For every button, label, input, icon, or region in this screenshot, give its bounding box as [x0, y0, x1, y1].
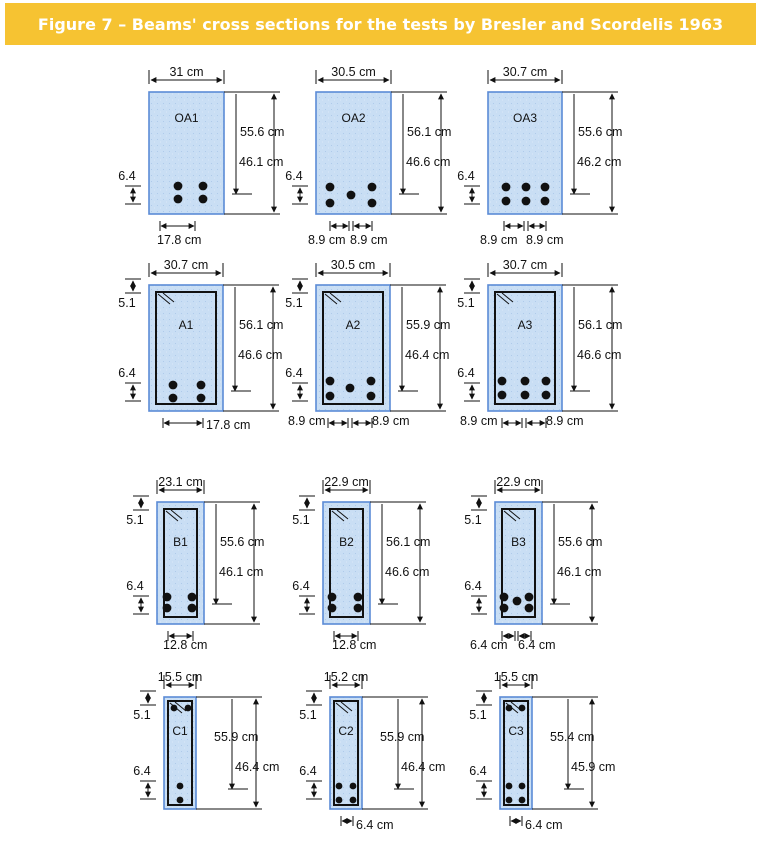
beam-section-oa3 [457, 65, 622, 247]
rebar [525, 593, 534, 602]
beam-name: B3 [511, 535, 526, 549]
rebar [519, 797, 526, 804]
rebar [502, 197, 511, 206]
width-label: 15.2 cm [323, 670, 369, 684]
beam-name: C3 [508, 724, 524, 738]
rebar [542, 391, 551, 400]
height-label: 56.1 cm [578, 318, 623, 332]
rebar [521, 377, 530, 386]
rebar [197, 394, 206, 403]
spacing-label: 17.8 cm [206, 418, 251, 432]
spacing-label: 6.4 cm [356, 818, 394, 832]
cover-label: 6.4 [133, 764, 151, 778]
beam-section-b1 [126, 475, 264, 652]
top-cover-label: 5.1 [457, 296, 475, 310]
rebar [519, 783, 526, 790]
depth-label: 46.4 cm [401, 760, 446, 774]
rebar [367, 377, 376, 386]
height-label: 55.9 cm [380, 730, 425, 744]
height-label: 55.6 cm [240, 125, 285, 139]
beam-section-c2 [299, 670, 445, 832]
width-label: 22.9 cm [496, 475, 541, 489]
depth-label: 46.4 cm [405, 348, 450, 362]
rebar [502, 183, 511, 192]
depth-label: 46.1 cm [239, 155, 284, 169]
width-label: 30.7 cm [502, 65, 548, 79]
beam-section-oa1 [118, 65, 284, 247]
beam-section-oa2 [285, 65, 451, 247]
height-label: 55.6 cm [578, 125, 623, 139]
rebar [188, 604, 197, 613]
rebar [326, 392, 335, 401]
height-label: 55.6 cm [220, 535, 265, 549]
rebar [513, 597, 522, 606]
beam-section-a3 [457, 258, 622, 428]
beam-name: C1 [172, 724, 188, 738]
beam-name: OA2 [341, 111, 366, 125]
spacing-label: 8.9 cm [460, 414, 498, 428]
rebar [522, 183, 531, 192]
beam-section-b3 [464, 475, 602, 652]
rebar [174, 182, 183, 191]
rebar [336, 783, 343, 790]
rebar [177, 797, 184, 804]
cover-label: 6.4 [464, 579, 482, 593]
depth-label: 46.1 cm [557, 565, 602, 579]
spacing-label: 12.8 cm [332, 638, 377, 652]
rebar [197, 381, 206, 390]
spacing-label: 8.9 cm [308, 233, 346, 247]
rebar [163, 593, 172, 602]
cover-label: 6.4 [118, 366, 136, 380]
beam-name: C2 [338, 724, 354, 738]
concrete-section [149, 285, 223, 411]
rebar [177, 783, 184, 790]
rebar [171, 705, 178, 712]
rebar [500, 604, 509, 613]
beam-section-a1 [118, 258, 283, 432]
rebar [188, 593, 197, 602]
depth-label: 46.6 cm [577, 348, 622, 362]
rebar [506, 705, 513, 712]
top-cover-label: 5.1 [133, 708, 151, 722]
rebar [350, 797, 357, 804]
rebar [169, 381, 178, 390]
rebar [542, 377, 551, 386]
top-cover-label: 5.1 [464, 513, 482, 527]
height-label: 56.1 cm [386, 535, 431, 549]
beam-name: B2 [339, 535, 354, 549]
rebar [354, 593, 363, 602]
rebar [174, 195, 183, 204]
rebar [506, 797, 513, 804]
top-cover-label: 5.1 [285, 296, 303, 310]
width-label: 23.1 cm [158, 475, 203, 489]
depth-label: 46.6 cm [238, 348, 283, 362]
cover-label: 6.4 [457, 366, 475, 380]
rebar [199, 195, 208, 204]
rebar [368, 199, 377, 208]
height-label: 55.4 cm [550, 730, 595, 744]
width-label: 30.5 cm [331, 65, 376, 79]
top-cover-label: 5.1 [299, 708, 317, 722]
rebar [185, 705, 192, 712]
cover-label: 6.4 [285, 366, 303, 380]
spacing-label: 6.4 cm [518, 638, 556, 652]
spacing-label: 6.4 cm [525, 818, 563, 832]
rebar [326, 199, 335, 208]
rebar [525, 604, 534, 613]
rebar [163, 604, 172, 613]
cover-label: 6.4 [126, 579, 144, 593]
width-label: 31 cm [169, 65, 204, 79]
beam-name: OA3 [512, 111, 538, 125]
rebar [328, 593, 337, 602]
spacing-label: 8.9 cm [526, 233, 564, 247]
rebar [354, 604, 363, 613]
rebar [506, 783, 513, 790]
spacing-label: 8.9 cm [350, 233, 388, 247]
rebar [350, 783, 357, 790]
rebar [169, 394, 178, 403]
rebar [541, 183, 550, 192]
top-cover-label: 5.1 [292, 513, 310, 527]
spacing-label: 17.8 cm [157, 233, 202, 247]
depth-label: 46.6 cm [385, 565, 430, 579]
beam-name: OA1 [174, 111, 199, 125]
spacing-label: 6.4 cm [470, 638, 508, 652]
rebar [498, 391, 507, 400]
rebar [328, 604, 337, 613]
cover-label: 6.4 [285, 169, 303, 183]
top-cover-label: 5.1 [469, 708, 487, 722]
height-label: 55.6 cm [558, 535, 603, 549]
depth-label: 46.6 cm [406, 155, 451, 169]
concrete-section [316, 285, 390, 411]
height-label: 55.9 cm [406, 318, 451, 332]
rebar [326, 183, 335, 192]
spacing-label: 8.9 cm [288, 414, 326, 428]
spacing-label: 12.8 cm [163, 638, 208, 652]
figure-title: Figure 7 – Beams' cross sections for the tests by Bresler and Scordelis 1963 [37, 14, 724, 34]
beam-section-a2 [285, 258, 450, 428]
cover-label: 6.4 [292, 579, 310, 593]
height-label: 55.9 cm [214, 730, 259, 744]
spacing-label: 8.9 cm [546, 414, 584, 428]
width-label: 30.7 cm [163, 258, 209, 272]
rebar [541, 197, 550, 206]
rebar [368, 183, 377, 192]
height-label: 56.1 cm [407, 125, 452, 139]
rebar [199, 182, 208, 191]
width-label: 15.5 cm [157, 670, 203, 684]
cover-label: 6.4 [299, 764, 317, 778]
width-label: 30.7 cm [502, 258, 548, 272]
depth-label: 46.1 cm [219, 565, 264, 579]
depth-label: 46.4 cm [235, 760, 280, 774]
beam-name: A3 [517, 318, 533, 332]
rebar [500, 593, 509, 602]
beam-section-c3 [469, 670, 615, 832]
spacing-label: 8.9 cm [480, 233, 518, 247]
rebar [367, 392, 376, 401]
width-label: 30.5 cm [330, 258, 376, 272]
spacing-label: 8.9 cm [372, 414, 410, 428]
width-label: 22.9 cm [324, 475, 369, 489]
depth-label: 46.2 cm [577, 155, 622, 169]
cover-label: 6.4 [457, 169, 475, 183]
width-label: 15.5 cm [493, 670, 539, 684]
beam-section-c1 [133, 670, 279, 809]
beam-name: B1 [173, 535, 188, 549]
height-label: 56.1 cm [239, 318, 284, 332]
cover-label: 6.4 [118, 169, 136, 183]
rebar [498, 377, 507, 386]
rebar [347, 191, 356, 200]
beam-name: A1 [178, 318, 194, 332]
rebar [346, 384, 355, 393]
beam-section-b2 [292, 475, 430, 652]
beam-name: A2 [345, 318, 361, 332]
top-cover-label: 5.1 [126, 513, 144, 527]
rebar [521, 391, 530, 400]
cover-label: 6.4 [469, 764, 487, 778]
rebar [519, 705, 526, 712]
rebar [336, 797, 343, 804]
depth-label: 45.9 cm [571, 760, 616, 774]
top-cover-label: 5.1 [118, 296, 136, 310]
rebar [522, 197, 531, 206]
rebar [326, 377, 335, 386]
